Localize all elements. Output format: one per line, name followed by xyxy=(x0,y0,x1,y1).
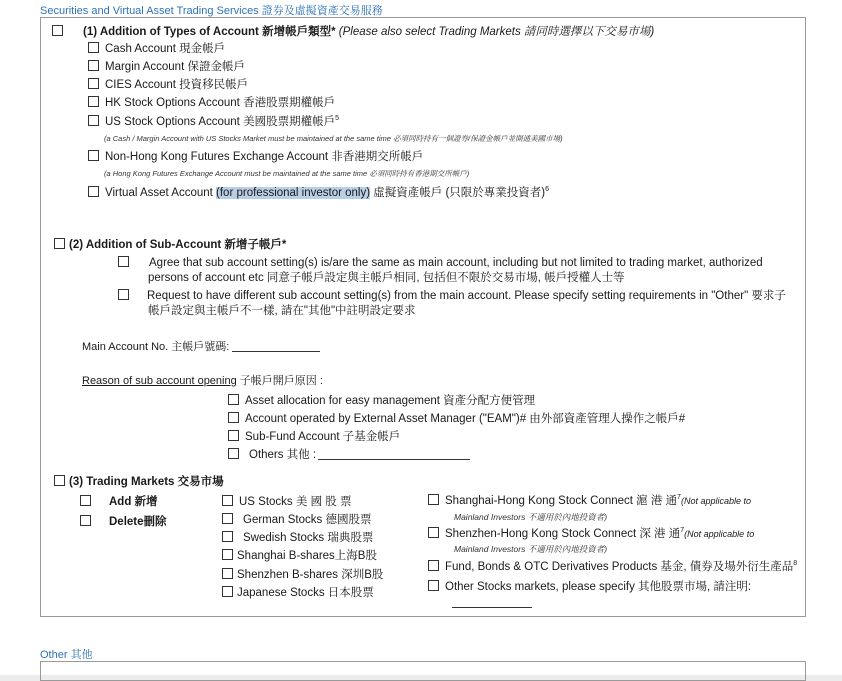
market-german-stocks[interactable]: German Stocks 德國股票 xyxy=(222,513,371,527)
market-us-stocks[interactable]: US Stocks 美 國 股 票 xyxy=(222,495,351,509)
reason-asset-allocation[interactable]: Asset allocation for easy management 資產分配方便管理 xyxy=(228,394,535,408)
other-markets-input-row xyxy=(452,596,532,610)
market-shanghai-b[interactable]: Shanghai B-shares上海B股 xyxy=(222,549,377,563)
checkbox[interactable] xyxy=(88,96,99,107)
part1-checkbox[interactable] xyxy=(52,25,63,36)
section-title: Securities and Virtual Asset Trading Services 證券及虛擬資產交易服務 xyxy=(40,5,383,17)
account-type-us-stock-options[interactable]: US Stock Options Account 美國股票期權帳戶$^5$ xyxy=(88,115,339,129)
part3-checkbox[interactable] xyxy=(54,475,65,486)
part2-heading-row xyxy=(54,238,286,252)
account-type-virtual-asset[interactable]: Virtual Asset Account (for professional investor only) 虛擬資產帳戶 (只限於專業投資者)$^6$ xyxy=(88,186,549,200)
sub-account-same-option-line2: persons of account etc 同意子帳戶設定與主帳戶相同, 包括但不限於交易市場, 帳戶授權人士等 xyxy=(148,272,625,284)
checkbox[interactable] xyxy=(428,527,439,538)
market-sh-hk-connect[interactable]: Shanghai-Hong Kong Stock Connect 滬 港 通$^7$(Not applicable to xyxy=(428,494,751,508)
checkbox[interactable] xyxy=(80,495,91,506)
checkbox[interactable] xyxy=(88,60,99,71)
reason-label-row: Reason of sub account opening 子帳戶開戶原因 : xyxy=(82,375,323,387)
market-sz-hk-connect[interactable]: Shenzhen-Hong Kong Stock Connect 深 港 通$^7$(Not applicable to xyxy=(428,527,754,541)
checkbox[interactable] xyxy=(228,448,239,459)
sub-account-different-option[interactable]: Request to have different sub account setting(s) from the main account. Please specify setting requirements in "Other" 要求子 xyxy=(118,289,786,303)
sub-account-same-option[interactable]: Agree that sub account setting(s) is/are the same as main account, including but not limited to trading market, authorized xyxy=(118,256,763,270)
reason-others[interactable]: Others 其他 : xyxy=(228,448,470,462)
market-shenzhen-b[interactable]: Shenzhen B-shares 深圳B股 xyxy=(222,568,383,582)
account-type-margin[interactable]: Margin Account 保證金帳戶 xyxy=(88,60,245,74)
checkbox[interactable] xyxy=(88,78,99,89)
checkbox[interactable] xyxy=(428,494,439,505)
part3-heading-row xyxy=(54,475,224,489)
checkbox[interactable] xyxy=(88,186,99,197)
part2-checkbox[interactable] xyxy=(54,238,65,249)
checkbox[interactable] xyxy=(428,560,439,571)
checkbox[interactable] xyxy=(228,412,239,423)
action-delete[interactable]: Delete刪除 xyxy=(80,515,167,529)
checkbox[interactable] xyxy=(222,531,233,542)
highlighted-text: (for professional investor only) xyxy=(216,187,371,199)
futures-note: (a Hong Kong Futures Exchange Account must be maintained at the same time 必須同時持有香港期交所帳戶) xyxy=(104,169,470,178)
checkbox[interactable] xyxy=(118,289,129,300)
part1-heading-note: (Please also select Trading Markets 請同時選擇以下交易市場) xyxy=(338,26,655,38)
account-type-cash[interactable]: Cash Account 現金帳戶 xyxy=(88,42,225,56)
us-options-note: (a Cash / Margin Account with US Stocks Market must be maintained at the same time 必須同時持有一個證券/保證金帳戶並開通美國市場) xyxy=(104,134,563,143)
part1-heading: (1) Addition of Types of Account 新增帳戶類型* xyxy=(83,26,336,38)
reason-sub-fund[interactable]: Sub-Fund Account 子基金帳戶 xyxy=(228,430,400,444)
sz-connect-note: Mainland Investors 不適用於內地投資者) xyxy=(454,544,608,554)
main-account-label: Main Account No. 主帳戶號碼: xyxy=(82,341,230,353)
reason-eam[interactable]: Account operated by External Asset Manager ("EAM")# 由外部資產管理人操作之帳戶# xyxy=(228,412,685,426)
account-type-hk-stock-options[interactable]: HK Stock Options Account 香港股票期權帳戶 xyxy=(88,96,335,110)
main-account-input[interactable] xyxy=(232,341,320,352)
checkbox[interactable] xyxy=(222,513,233,524)
checkbox[interactable] xyxy=(118,256,129,267)
market-fund-bonds-otc[interactable]: Fund, Bonds & OTC Derivatives Products 基金, 債券及場外衍生產品$^8$ xyxy=(428,560,797,574)
market-japanese-stocks[interactable]: Japanese Stocks 日本股票 xyxy=(222,586,374,600)
checkbox[interactable] xyxy=(222,568,233,579)
checkbox[interactable] xyxy=(88,115,99,126)
checkbox[interactable] xyxy=(228,394,239,405)
checkbox[interactable] xyxy=(80,515,91,526)
part3-heading: (3) Trading Markets 交易市場 xyxy=(69,476,224,488)
other-box[interactable] xyxy=(40,661,806,681)
account-type-cies[interactable]: CIES Account 投資移民帳戶 xyxy=(88,78,248,92)
action-add[interactable]: Add 新增 xyxy=(80,495,158,509)
reason-others-input[interactable] xyxy=(318,449,470,460)
main-account-row xyxy=(82,340,320,354)
market-swedish-stocks[interactable]: Swedish Stocks 瑞典股票 xyxy=(222,531,373,545)
reason-label: Reason of sub account opening xyxy=(82,375,237,387)
checkbox[interactable] xyxy=(88,150,99,161)
checkbox[interactable] xyxy=(222,549,233,560)
checkbox[interactable] xyxy=(88,42,99,53)
other-title: Other 其他 xyxy=(40,649,93,661)
other-markets-input[interactable] xyxy=(452,597,532,608)
checkbox[interactable] xyxy=(428,580,439,591)
sh-connect-note: Mainland Investors 不適用於內地投資者) xyxy=(454,512,608,522)
account-type-non-hk-futures[interactable]: Non-Hong Kong Futures Exchange Account 非香港期交所帳戶 xyxy=(88,150,423,164)
checkbox[interactable] xyxy=(222,586,233,597)
checkbox[interactable] xyxy=(228,430,239,441)
checkbox[interactable] xyxy=(222,495,233,506)
part1-heading-row xyxy=(52,25,654,39)
market-other-stocks[interactable]: Other Stocks markets, please specify 其他股票市場, 請注明: xyxy=(428,580,751,594)
sub-account-different-option-line2: 帳戶設定與主帳戶不一樣, 請在"其他"中註明設定要求 xyxy=(148,305,416,317)
part2-heading: (2) Addition of Sub-Account 新增子帳戶* xyxy=(69,239,287,251)
